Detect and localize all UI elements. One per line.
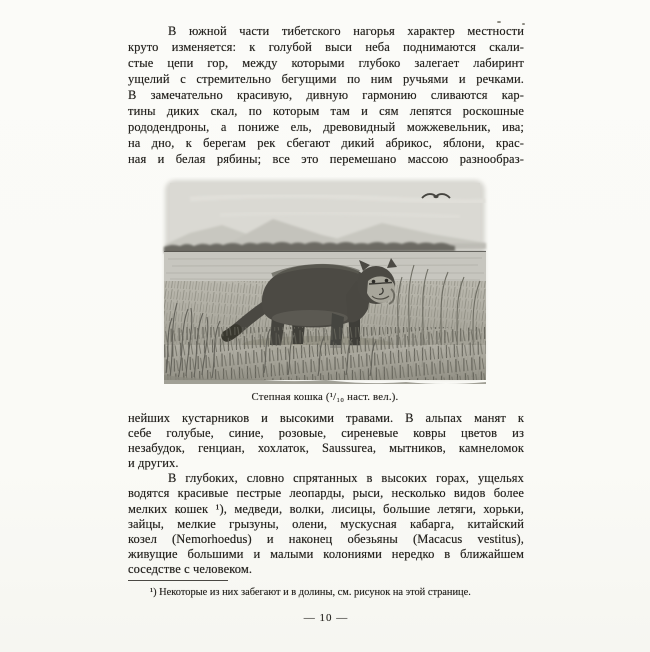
text-line: себе голубые, синие, розовые, сиреневые ковры цветов из	[128, 426, 524, 441]
footnote: ¹) Некоторые из них забегают и в долины, см. рисунок на этой странице.	[150, 587, 471, 598]
text-line: водятся красивые пестрые леопарды, рыси, несколько видов более	[128, 486, 524, 501]
text-line: В замечательно красивую, дивную гармонию сливаются кар-	[128, 88, 524, 102]
steppe-cat-illustration	[160, 177, 490, 384]
text-line: тины диких скал, по которым там и сям лепятся роскошные	[128, 104, 524, 118]
text-line: В южной части тибетского нагорья характер местности	[168, 24, 524, 38]
text-line: козел (Nemorhoedus) и наконец обезьяны (Macacus vestitus),	[128, 531, 524, 546]
text-line: круто изменяется: к голубой выси неба поднимаются скали-	[128, 40, 524, 54]
text-line: соседстве с человеком.	[128, 561, 253, 576]
text-line: стые цепи гор, между которыми глубоко залегает лабиринт	[128, 56, 524, 70]
text-line: живущие большими и малыми колониями нередко в ближайшем	[128, 546, 524, 561]
text-line: рододендроны, а пониже ель, древовидный можжевельник, ива;	[128, 120, 524, 134]
text-line: В глубоких, словно спрятанных в высоких горах, ущельях	[168, 471, 524, 486]
text-line: ная и белая рябины; все это перемешано массою разнообраз-	[128, 152, 524, 166]
figure	[160, 177, 490, 403]
text-line: мелких кошек ¹), медведи, волки, лисицы, большие летяги, хорьки,	[128, 501, 524, 516]
figure-caption: Степная кошка (¹/₁₀ наст. вел.).	[251, 391, 399, 403]
text-line: ущелий с стремительно бегущими по ним ручьями и речками.	[128, 72, 524, 86]
paragraph-top	[128, 23, 524, 167]
text-line: нейших кустарников и высокими травами. В альпах манят к	[128, 411, 524, 425]
paragraph-bottom	[128, 411, 524, 577]
text-line: зайцы, мелкие грызуны, олени, мускусная кабарга, китайский	[128, 516, 524, 531]
text-line: и других.	[128, 456, 179, 471]
footnote-rule	[128, 580, 228, 581]
page-number: — 10 —	[303, 612, 349, 624]
text-line: незабудок, генциан, хохлаток, Saussurea, мытников, камнеломок	[128, 441, 524, 456]
text-line: на дно, к берегам рек сбегают дикий абрикос, яблони, крас-	[128, 136, 524, 150]
